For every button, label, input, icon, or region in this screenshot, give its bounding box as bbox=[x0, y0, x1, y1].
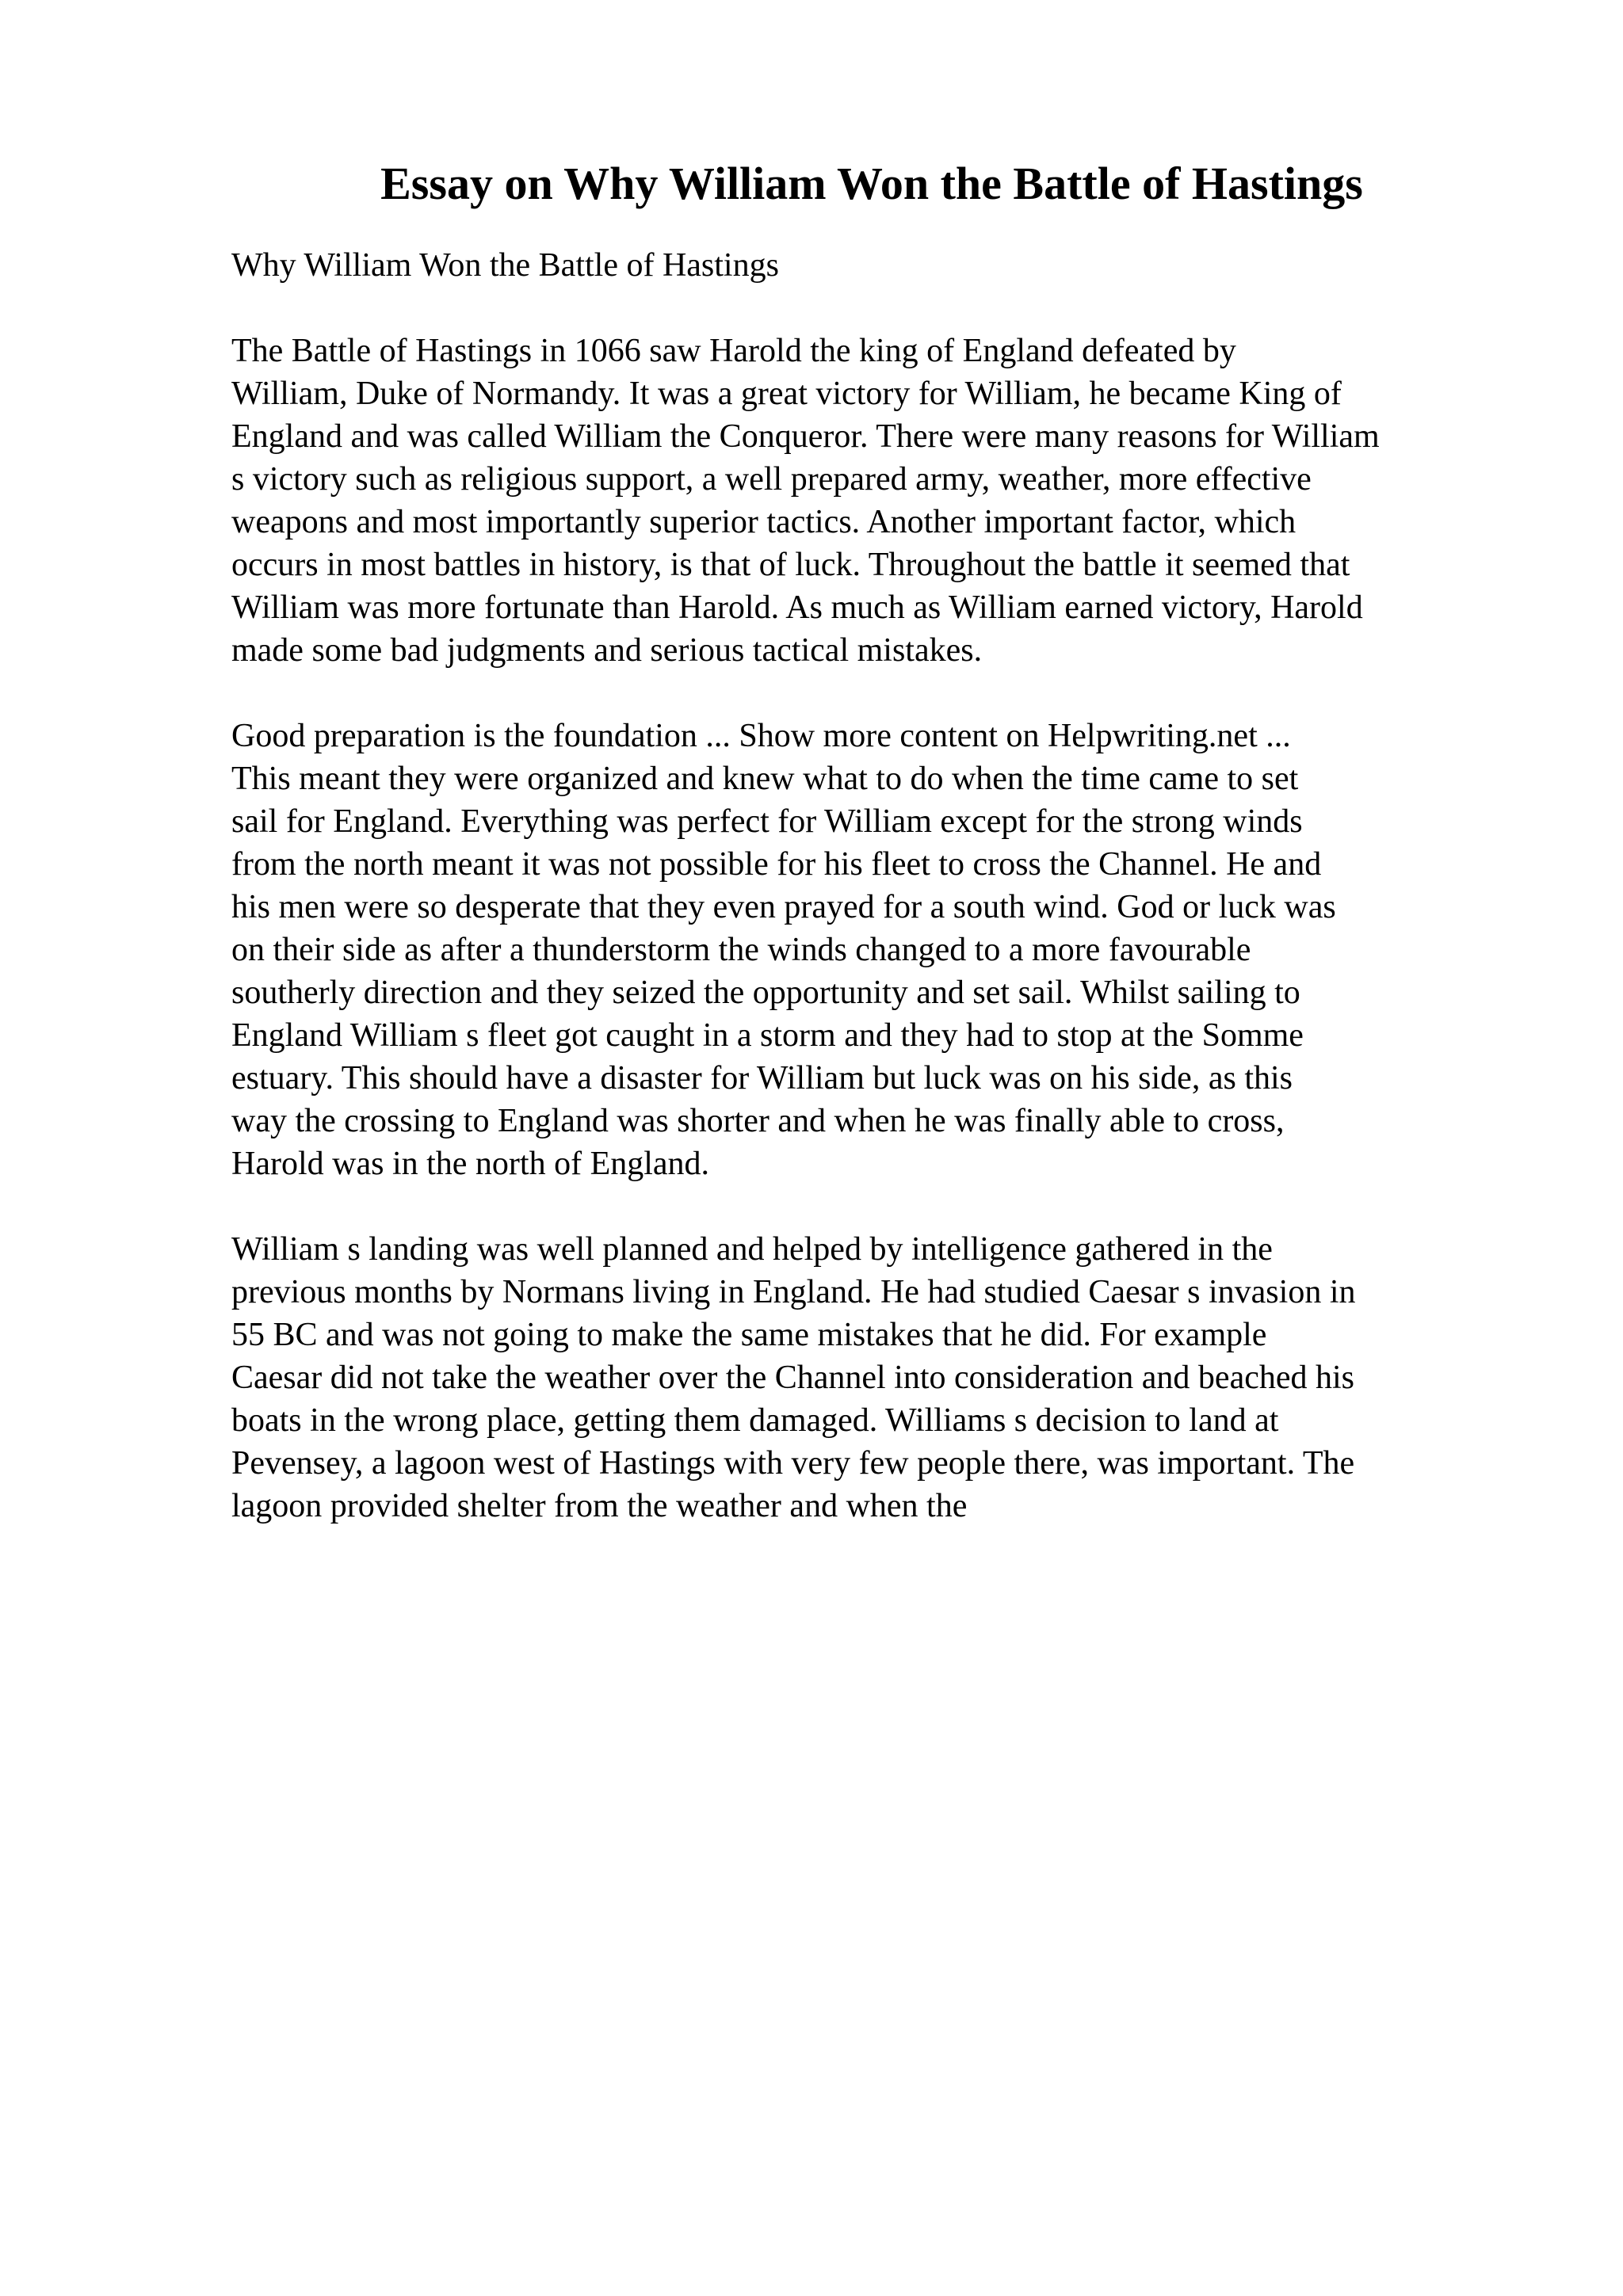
document-body bbox=[231, 244, 1515, 1527]
paragraph-spacer bbox=[231, 672, 1515, 715]
paragraph-2 bbox=[231, 715, 1515, 1185]
paragraph-3 bbox=[231, 1228, 1515, 1527]
paragraph-line: Caesar did not take the weather over the Channel into consideration and beached his bbox=[231, 1360, 1355, 1396]
document-title: Essay on Why William Won the Battle of Hastings bbox=[380, 158, 1363, 209]
paragraph-spacer bbox=[231, 287, 1515, 330]
paragraph-line: England William s fleet got caught in a storm and they had to stop at the Somme bbox=[231, 1017, 1304, 1054]
paragraph-line: boats in the wrong place, getting them damaged. Williams s decision to land at bbox=[231, 1402, 1279, 1439]
paragraph-line: This meant they were organized and knew what to do when the time came to set bbox=[231, 761, 1299, 797]
paragraph-line: William, Duke of Normandy. It was a great victory for William, he became King of bbox=[231, 376, 1342, 412]
paragraph-line: weapons and most importantly superior tactics. Another important factor, which bbox=[231, 504, 1296, 540]
paragraph-1 bbox=[231, 330, 1515, 672]
paragraph-line: occurs in most battles in history, is that of luck. Throughout the battle it seemed that bbox=[231, 547, 1350, 583]
paragraph-line: southerly direction and they seized the opportunity and set sail. Whilst sailing to bbox=[231, 974, 1300, 1011]
paragraph-line: s victory such as religious support, a well prepared army, weather, more effective bbox=[231, 461, 1312, 498]
paragraph-line: Pevensey, a lagoon west of Hastings with very few people there, was important. The bbox=[231, 1445, 1355, 1482]
paragraph-line: The Battle of Hastings in 1066 saw Harold the king of England defeated by bbox=[231, 333, 1236, 369]
paragraph-line: lagoon provided shelter from the weather and when the bbox=[231, 1488, 968, 1524]
paragraph-line: Good preparation is the foundation ... Show more content on Helpwriting.net ... bbox=[231, 718, 1291, 754]
paragraph-line: way the crossing to England was shorter and when he was finally able to cross, bbox=[231, 1103, 1285, 1139]
paragraph-line: estuary. This should have a disaster for William but luck was on his side, as this bbox=[231, 1060, 1293, 1097]
paragraph-line: on their side as after a thunderstorm the winds changed to a more favourable bbox=[231, 932, 1251, 968]
paragraph-line: England and was called William the Conqueror. There were many reasons for William bbox=[231, 418, 1380, 455]
paragraph-line: previous months by Normans living in England. He had studied Caesar s invasion in bbox=[231, 1274, 1356, 1310]
paragraph-line: 55 BC and was not going to make the same mistakes that he did. For example bbox=[231, 1317, 1267, 1353]
paragraph-line: William s landing was well planned and helped by intelligence gathered in the bbox=[231, 1231, 1273, 1268]
paragraph-line: Harold was in the north of England. bbox=[231, 1146, 710, 1182]
paragraph-line: his men were so desperate that they even prayed for a south wind. God or luck was bbox=[231, 889, 1336, 925]
paragraph-line: from the north meant it was not possible for his fleet to cross the Channel. He and bbox=[231, 846, 1322, 883]
paragraph-line: sail for England. Everything was perfect for William except for the strong winds bbox=[231, 803, 1303, 840]
paragraph-line: made some bad judgments and serious tactical mistakes. bbox=[231, 632, 983, 669]
document-subtitle: Why William Won the Battle of Hastings bbox=[231, 247, 779, 284]
paragraph-line: William was more fortunate than Harold. As much as William earned victory, Harold bbox=[231, 589, 1363, 626]
paragraph-spacer bbox=[231, 1185, 1515, 1228]
